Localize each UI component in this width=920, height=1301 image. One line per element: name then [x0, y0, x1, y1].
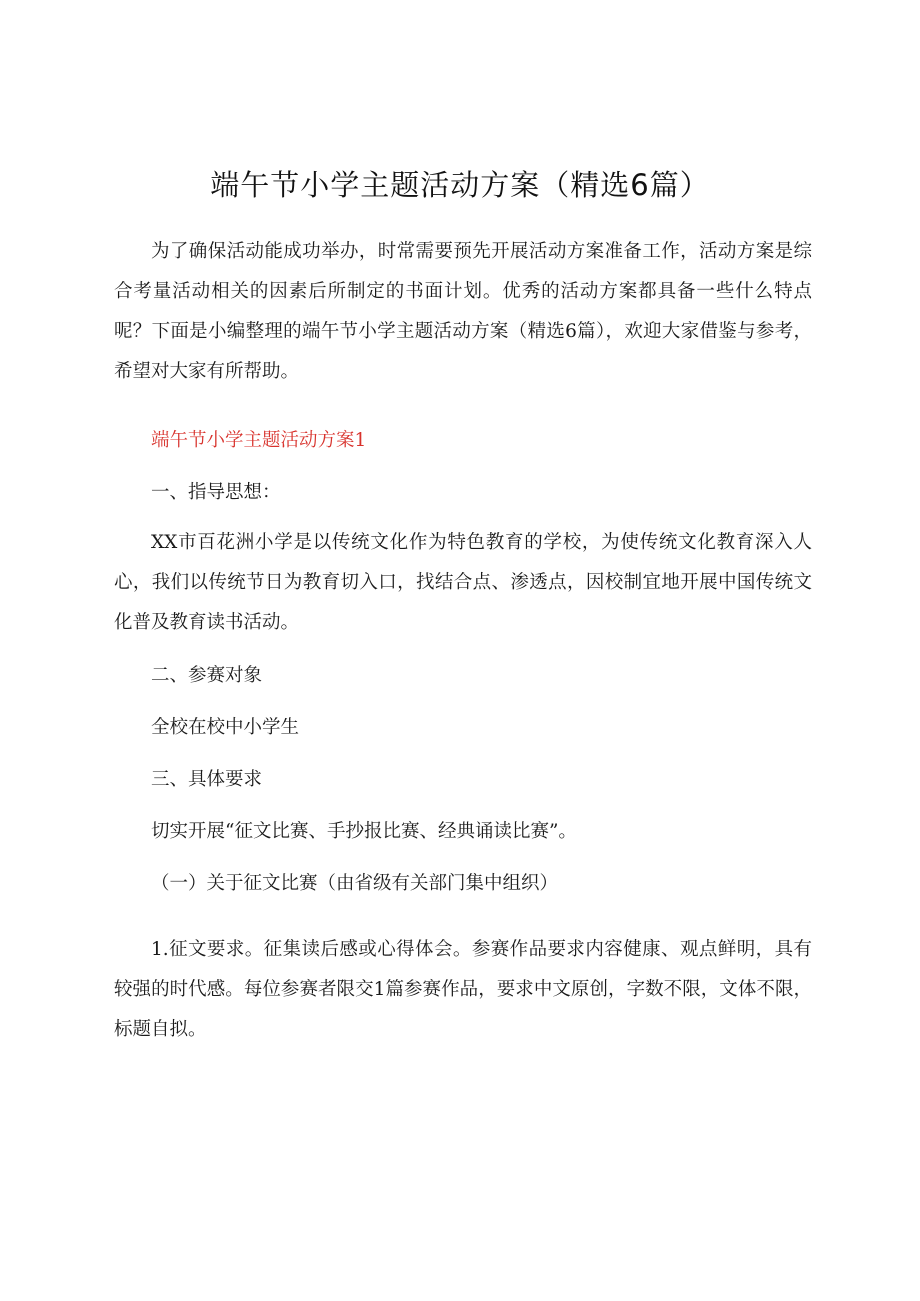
requirements-text: 切实开展“征文比赛、手抄报比赛、经典诵读比赛”。: [151, 821, 577, 842]
guiding-heading: 一、指导思想：: [151, 482, 281, 503]
essay-heading: （一）关于征文比赛（由省级有关部门集中组织）: [151, 873, 559, 894]
requirements-heading: 三、具体要求: [151, 769, 263, 790]
guiding-paragraph: XX市百花洲小学是以传统文化作为特色教育的学校，为使传统文化教育深入人心，我们以传统节日为教育切入口，找结合点、渗透点，因校制宜地开展中国传统文化普及教育读书活动。: [114, 532, 812, 633]
participants-heading: 二、参赛对象: [151, 665, 263, 686]
essay-paragraph: 1.征文要求。征集读后感或心得体会。参赛作品要求内容健康、观点鲜明，具有较强的时代感。每位参赛者限交1篇参赛作品，要求中文原创，字数不限，文体不限，标题自拟。: [114, 939, 812, 1040]
document-title: 端午节小学主题活动方案（精选6篇）: [210, 168, 710, 202]
participants-text: 全校在校中小学生: [151, 717, 300, 738]
intro-paragraph: 为了确保活动能成功举办，时常需要预先开展活动方案准备工作，活动方案是综合考量活动相关的因素后所制定的书面计划。优秀的活动方案都具备一些什么特点呢？下面是小编整理的端午节小学主题活动方案（精选6篇），欢迎大家借鉴与参考，希望对大家有所帮助。: [114, 241, 812, 382]
section-heading: 端午节小学主题活动方案1: [151, 430, 367, 451]
